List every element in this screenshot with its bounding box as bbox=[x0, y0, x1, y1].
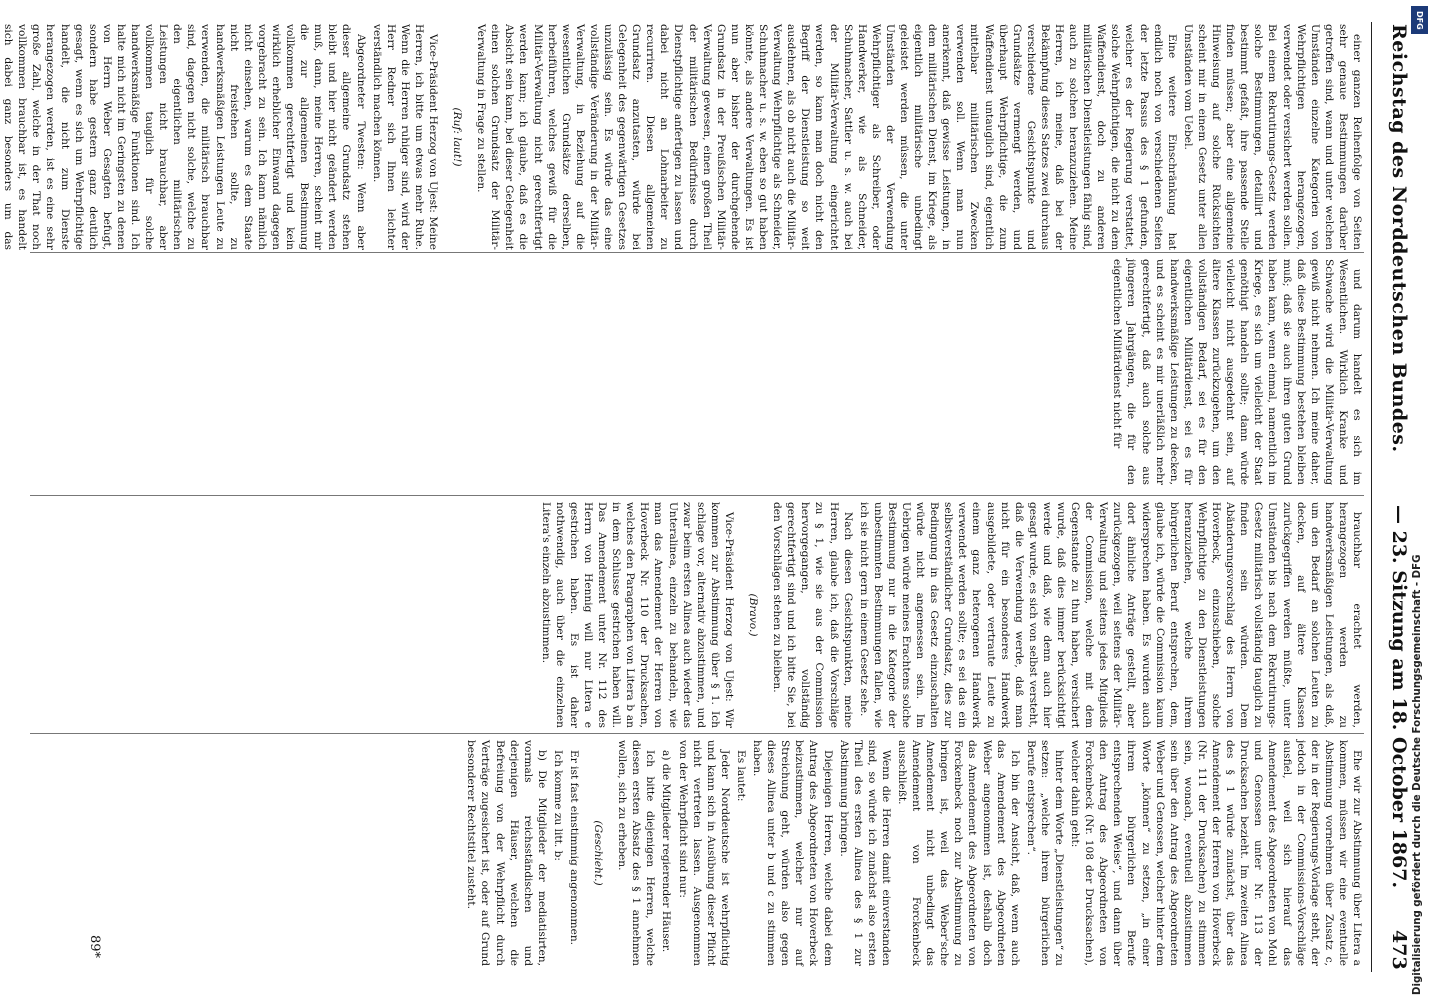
paragraph: Ich komme zu litt. b: bbox=[551, 750, 564, 861]
paragraph: Vice-Präsident Herzog von Ujest: Meine Herren, ich bitte um etwas mehr Ruhe. Wenn die Herren ruhiger sind, wird der Herr Redner sich Ihnen leichter verständlich machen können. bbox=[370, 24, 439, 250]
column-divider bbox=[30, 733, 1364, 734]
paragraph: a) die Mitglieder regierender Häuser. bbox=[660, 750, 673, 953]
column-divider bbox=[30, 252, 1364, 253]
paragraph: b) Die Mitglieder der mediatisirten, vormals reichsständischen und derjenigen Häuser, welchen die Befreiung von der Wehrpflicht durch Verträge zugesichert ist, oder auf Grund besonderer Rechtstitel zusteht. bbox=[465, 740, 548, 966]
page-number: 473 bbox=[1388, 930, 1410, 970]
text-column-3 bbox=[30, 502, 1364, 728]
running-head-session: — 23. Sitzung am 18. October 1867. bbox=[1388, 505, 1410, 889]
paragraph: und darum handelt es sich im Wesentlichen. Wirklich Kranke und Schwache wird die Militär-Verwaltung gewiß nicht nehmen. Ich meine daher, daß diese Bestimmung bestehen bleiben muß; daß sie auch ihren guten Grund haben kann, wenn einmal, namentlich im Kriege, es sich um vielleicht der Staat genöthigt handeln sollte; dann würde vielleicht nicht ausgedehnt sein, auf ältere Klassen zurückzugehen, um den vollständigen Bedarf, sei es für den eigentlichen Militärdienst, sei es für handwerksmäßige Leistungen zu decken, und es scheint es mir unerläßlich mehr gerechtfertigt, daß auch solche aus jüngeren Jahrgängen, die für den eigentlichen Militärdienst nicht für bbox=[1111, 259, 1363, 485]
paragraph: Ich bin der Ansicht, daß, wenn auch das Amendement des Abgeordneten Weber angenommen ist, deshalb doch das Amendement des Abgeordneten von Forckenbeck noch zur Abstimmung zu bringen ist, weil das Weber'sche Amendement nicht unbedingt das Amendement von Forckenbeck ausschließt. bbox=[896, 740, 1021, 966]
header-rule bbox=[1371, 22, 1372, 972]
interjection: (Geschieht.) bbox=[592, 820, 605, 886]
digitization-credit-strip bbox=[1404, 0, 1432, 1000]
dfg-logo-icon: DFG bbox=[1411, 6, 1428, 34]
paragraph: Er ist fast einstimmig angenommen. bbox=[568, 750, 581, 946]
interjection: (Bravo.) bbox=[747, 593, 760, 637]
paragraph: Nach diesen Gesichtspunkten, meine Herren, glaube ich, daß die Vorschläge zu § 1, wie sie aus der Commission hervorgegangen, vollständig gerechtfertigt sind und ich bitte Sie, bei den Vorschlägen stehen zu bleiben. bbox=[771, 502, 854, 728]
paragraph: Wenn die Herren damit einverstanden sind, so würde ich zunächst also ersten Theil des ersten Alinea des § 1 zur Abstimmung bringen. bbox=[837, 740, 892, 966]
paragraph: brauchbar erachtet werden, herangezogen werden zu handwerksmäßigen Leistungen, als daß, um den Bedarf an solchen Leuten zu decken, auf ältere Klassen zurückgegriffen werden müßte, unter Umständen bis nach dem Rekrutirungs-Gesetz militärisch vollständig tauglich zu finden sein würden. Dem Abänderungsvorschlag des Herrn von Hoverbeck, einzuschieben, solche Wehrpflichtige zu den Dienstleistungen heranzuziehen, welche ihrem bürgerlichen Beruf entsprechen, dem, glaube ich, würde die Commission kaum widersprechen haben. Es wurden auch dort ähnliche Anträge gestellt, aber zurückgezogen, weil seitens der Militär-Verwaltung und seitens jedes Mitglieds der Commission, welche mit dem Gegenstande zu thun haben, versichert wurde, daß dies immer berücksichtigt werde und daß, wie denn auch hier gesagt wurde, es sich von selbst versteht, daß die Verwendung werde, daß man nicht für ein besonderes Handwerk ausgebildete, oder vertraute Leute zu einem ganz heterogenen Handwerk verwendet werden sollte; es sei das ein selbstverständlicher Grundsatz, dies zur Bedingung in das Gesetz einzuschalten würde nicht angemessen sein. Im Uebrigen würde meines Erachtens solche Bestimmung nur in die Kategorie der unbestimmten Bestimmungen fallen, wie ich sie nicht gern in einem Gesetz sehe. bbox=[857, 502, 1363, 728]
text-column-4 bbox=[30, 740, 1364, 966]
paragraph: Diejenigen Herren, welche dabei dem Antrag des Abgeordneten von Hoverbeck beizustimmen, welcher nur auf Streichung geht, würden also gegen dieses Alinea unter b und c zu stimmen haben. bbox=[751, 740, 834, 966]
paragraph: Eine weitere Einschränkung hat endlich noch von verschiedenen Seiten der letzte Passus des § 1 gefunden, welcher es der Regierung verstattet, solche Wehrpflichtigen, die nicht zu dem Waffendienst, doch zu anderen militärischen Dienstleistungen fähig sind, auch zu solchen heranzuziehen. Meine Herren, ich meine, daß bei der Bekämpfung dieses Satzes zwei durchaus verschiedene Gesichtspunkte und Grundsätze vermengt werden, und überhaupt Wehrpflichtige, die zum Waffendienst untauglich sind, eigentlich mittelbar militärischen Zwecken verwenden soll. Wenn man nun anerkennt, daß gewisse Leistungen, in dem militärischen Dienst, im Kriege, als eigentlich militärische unbedingt geleistet werden müssen, die unter Umständen der Verwendung Wehrpflichtiger als Schreiber, oder Handwerker, wie als Schneider, Schuhmacher, Sattler u. s. w. auch bei der Militär-Verwaltung eingerichtet werden, so kann man doch nicht den Begriff der Dienstleistung so weit ausdehnen, als ob nicht auch die Militär-Verwaltung Wehrpflichtige als Schneider, Schuhmacher u. s. w. eben so gut haben könnte, als andere Verwaltungen. Es ist nun aber bisher der durchgehende Grundsatz in der Preußischen Militär-Verwaltung gewesen, einen großen Theil der militärischen Bedürfnisse durch Dienstpflichtige anfertigen zu lassen und dabei nicht an Lohnarbeiter zu recurriren. Diesen allgemeinen Grundsatz anzutasten, würde bei Gelegenheit des gegenwärtigen Gesetzes unzulässig sein. Es würde das eine vollständige Veränderung in der Militär-Verwaltung, in Beziehung auf die wesentlichen Grundsätze derselben, herbeiführen, welches gewiß für die Militär-Verwaltung nicht gerechtfertigt werden kann; ich glaube, daß es die Absicht sein kann, bei dieser Gelegenheit einen solchen Grundsatz der Militär-Verwaltung in Frage zu stellen. bbox=[475, 24, 1178, 250]
paragraph: Abgeordneter Twesten: Wenn aber dieser allgemeine Grundsatz stehen bleibt und hier nicht geändert werden muß, dann, meine Herren, scheint mir die zur allgemeinen Bestimmung vollkommen gerechtfertigt und kein wirklich erheblicher Einwand dagegen vorgebracht zu sein. Ich kann nämlich nicht einsehen, warum es dem Staate nicht freistehen sollte, zu handwerksmäßigen Leistungen Leute zu verwenden, die militärisch brauchbar sind, dagegen nicht solche, welche zu den eigentlichen militärischen Leistungen nicht brauchbar, aber vollkommen tauglich für solche handwerksmäßige Funktionen sind. Ich halte mich nicht im Geringsten zu denen von Herrn Weber Gesagten befugt, sondern habe gestern ganz deutlich gesagt, wenn es sich um Wehrpflichtige handelt, die nicht zum Dienste herangezogen werden, ist es eine sehr große Zahl, welche in der That noch vollkommen brauchbar ist, es handelt sich dabei ganz besonders um das bbox=[2, 24, 367, 250]
column-divider bbox=[30, 495, 1364, 496]
paragraph: hinter dem Worte „Dienstleistungen“ zu setzen: „welche ihrem bürgerlichen Berufe entsprechen“. bbox=[1024, 740, 1066, 966]
running-head-title: Reichstag des Norddeutschen Bundes. bbox=[1388, 24, 1410, 453]
paragraph: Vice-Präsident Herzog von Ujest: Wir kommen zur Abstimmung über § 1. Ich schlage vor, alternativ abzustimmen, und zwar beim ersten Alinea auch wieder das Unteralinea, einzeln zu behandeln, wie man das Amendement der Herren von Hoverbeck Nr. 110 der Drucksachen, welches den Paragraphen von Litera b an in dem Schlusse gestrichen haben will. Das Amendement unter Nr. 112 des Herrn von Hennig will nur Litera e gestrichen haben. Es ist daher nothwendig, auch über die einzelnen Litera's einzeln abzustimmen. bbox=[539, 502, 735, 728]
text-column-2 bbox=[30, 259, 1364, 485]
paragraph: Ehe wir zur Abstimmung über Litera a kommen, müssen wir eine eventuelle Abstimmung vornehmen über Zusatz c, der in der Regierungs-Vorlage steht, der jedoch in der Commissions-Vorschläge ausfiel, weil sich hierauf das Amendement des Abgeordneten von Mohl und Genossen unter Nr. 113 der Drucksachen bezieht. Im zweiten Alinea des § 1 würde zunächst, über das Amendement der Herren von Hoverbeck (Nr. 111 der Drucksachen) zu stimmen sein, wonach, eventuell abzustimmen sein über den Antrag des Abgeordneten Weber und Genossen, welcher hinter dem Worte „können“ zu setzen, „in einer ihrem bürgerlichen Berufe entsprechenden Weise“, und dann über den Antrag des Abgeordneten von Forckenbeck (Nr. 108 der Drucksachen), welcher dahin geht: bbox=[1069, 740, 1363, 966]
paragraph: Ich bitte diejenigen Herren, welche diesen ersten Absatz des § 1 annehmen wollen, sich zu erheben. bbox=[616, 740, 657, 966]
paragraph: Jeder Norddeutsche ist wehrpflichtig und kann sich in Ausübung dieser Pflicht nicht vertreten lassen. Ausgenommen von der Wehrpflicht sind nur: bbox=[676, 740, 731, 966]
paragraph: einer ganzen Reihenfolge von Seiten sehr genaue Bestimmungen darüber getroffen sind, wann und unter welchen Umständen einzelne Kategorien von Wehrpflichtigen herangezogen, verwendet oder versichert werden sollen. Bei einem Rekrutirungs-Gesetz werden solche Bestimmungen, detaillirt und bestimmt gefaßt, ihre passende Stelle finden müssen; aber eine allgemeine Hinweisung auf solche Rücksichten scheint mir in einem Gesetz unter allen Umständen vom Uebel. bbox=[1181, 24, 1363, 250]
digitization-credit: Digitalisierung gefördert durch die Deutsche Forschungsgemeinschaft - DFG bbox=[1412, 554, 1423, 995]
paragraph: Es lautet: bbox=[734, 750, 747, 802]
interjection: (Ruf: laut!) bbox=[451, 107, 464, 167]
signature-mark: 89* bbox=[87, 935, 102, 959]
text-column-1 bbox=[2, 24, 1364, 250]
